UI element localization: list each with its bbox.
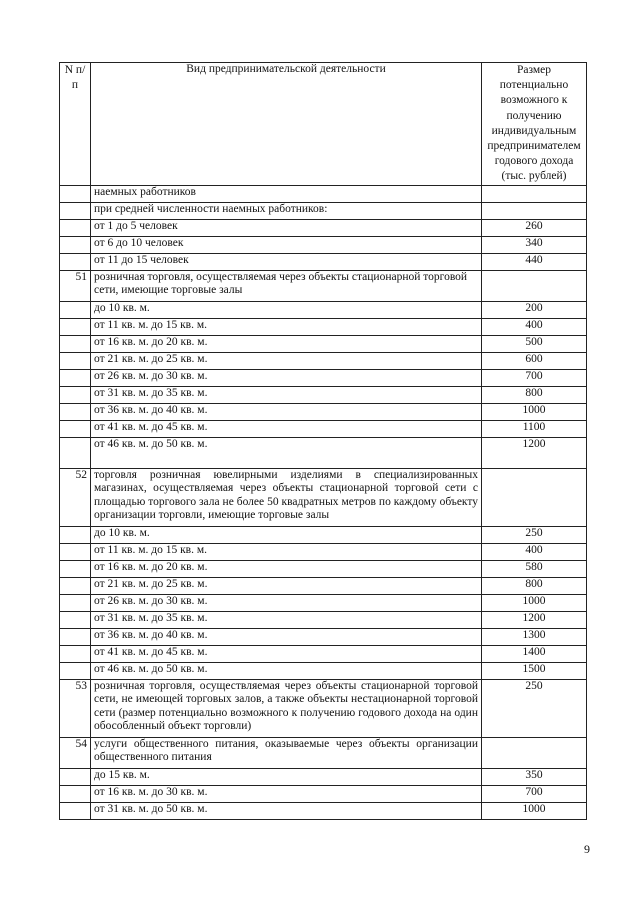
row-number [60,645,91,662]
table-row [60,560,587,577]
row-income-value: 600 [482,352,587,369]
row-activity-description: от 26 кв. м. до 30 кв. м. [91,369,482,386]
row-income-value: 700 [482,369,587,386]
table-row [60,236,587,253]
row-number [60,185,91,202]
row-number [60,768,91,785]
row-number [60,543,91,560]
row-income-value: 1500 [482,662,587,679]
row-activity-description: от 6 до 10 человек [91,236,482,253]
row-number [60,628,91,645]
table-row [60,662,587,679]
row-activity-description: от 41 кв. м. до 45 кв. м. [91,420,482,437]
row-income-value: 700 [482,785,587,802]
row-income-value: 400 [482,543,587,560]
row-activity-description: от 31 кв. м. до 35 кв. м. [91,611,482,628]
row-number [60,594,91,611]
row-activity-description: от 11 до 15 человек [91,253,482,270]
row-activity-description: до 10 кв. м. [91,526,482,543]
row-number [60,386,91,403]
page-number: 9 [584,842,590,856]
row-activity-description: от 36 кв. м. до 40 кв. м. [91,403,482,420]
table-row [60,526,587,543]
row-income-value: 250 [482,526,587,543]
row-number: 53 [60,679,91,737]
row-income-value: 1300 [482,628,587,645]
row-activity-description: услуги общественного питания, оказываемые через объекты организации общественного питания [91,737,482,768]
row-income-value: 200 [482,301,587,318]
row-income-value: 580 [482,560,587,577]
row-activity-description: от 36 кв. м. до 40 кв. м. [91,628,482,645]
row-activity-description: от 46 кв. м. до 50 кв. м. [91,437,482,468]
row-income-value: 800 [482,386,587,403]
row-number [60,560,91,577]
row-activity-description: до 15 кв. м. [91,768,482,785]
table-row [60,628,587,645]
row-number [60,335,91,352]
row-activity-description: от 26 кв. м. до 30 кв. м. [91,594,482,611]
header-income-amount: Размер потенциально возможного к получению индивидуальным предпринимателем годового дохода (тыс. рублей) [482,63,587,186]
row-activity-description: торговля розничная ювелирными изделиями в специализированных магазинах, осуществляемая через объекты стационарной торговой сети с площадью торгового зала не более 50 квадратных метров по каждому объекту организации торговли, имеющие торговые залы [91,468,482,526]
row-number [60,785,91,802]
table-body [60,185,587,819]
row-number [60,802,91,819]
table-row [60,785,587,802]
row-number [60,369,91,386]
row-income-value: 1000 [482,403,587,420]
row-activity-description: наемных работников [91,185,482,202]
row-number [60,352,91,369]
row-income-value: 1100 [482,420,587,437]
row-income-value [482,468,587,526]
table-row [60,403,587,420]
table-row [60,369,587,386]
row-income-value [482,202,587,219]
row-number [60,236,91,253]
table-row [60,386,587,403]
row-activity-description: от 31 кв. м. до 35 кв. м. [91,386,482,403]
row-income-value [482,185,587,202]
row-activity-description: от 46 кв. м. до 50 кв. м. [91,662,482,679]
row-activity-description: от 11 кв. м. до 15 кв. м. [91,543,482,560]
row-income-value: 1000 [482,594,587,611]
table-row [60,437,587,468]
row-income-value: 1400 [482,645,587,662]
row-income-value [482,737,587,768]
row-activity-description: от 11 кв. м. до 15 кв. м. [91,318,482,335]
row-number [60,318,91,335]
row-number [60,219,91,236]
table-row [60,420,587,437]
row-income-value: 340 [482,236,587,253]
row-number [60,437,91,468]
table-row [60,301,587,318]
header-number: N п/п [60,63,91,186]
row-income-value: 250 [482,679,587,737]
row-income-value: 1000 [482,802,587,819]
table-row [60,270,587,301]
table-row [60,219,587,236]
row-income-value: 800 [482,577,587,594]
row-number [60,526,91,543]
row-number [60,577,91,594]
table-row [60,594,587,611]
row-activity-description: от 16 кв. м. до 30 кв. м. [91,785,482,802]
table-row [60,352,587,369]
table-row [60,645,587,662]
table-row [60,802,587,819]
table-row [60,611,587,628]
table-row [60,335,587,352]
table-row [60,185,587,202]
row-activity-description: от 16 кв. м. до 20 кв. м. [91,560,482,577]
row-activity-description: при средней численности наемных работников: [91,202,482,219]
table-header-row [60,63,587,186]
row-number: 54 [60,737,91,768]
row-income-value: 440 [482,253,587,270]
row-number [60,662,91,679]
row-activity-description: до 10 кв. м. [91,301,482,318]
row-income-value: 1200 [482,611,587,628]
row-number [60,611,91,628]
row-activity-description: от 21 кв. м. до 25 кв. м. [91,352,482,369]
row-number [60,403,91,420]
row-number [60,301,91,318]
row-activity-description: от 21 кв. м. до 25 кв. м. [91,577,482,594]
table-row [60,679,587,737]
row-income-value: 260 [482,219,587,236]
table-row [60,577,587,594]
row-activity-description: розничная торговля, осуществляемая через объекты стационарной торговой сети, не имеющей торговых залов, а также объекты нестационарной торговой сети (размер потенциально возможного к получению годового дохода на один обособленный объект торговли) [91,679,482,737]
row-income-value: 350 [482,768,587,785]
row-number [60,253,91,270]
row-activity-description: розничная торговля, осуществляемая через объекты стационарной торговой сети, имеющие торговые залы [91,270,482,301]
row-activity-description: от 16 кв. м. до 20 кв. м. [91,335,482,352]
table-row [60,468,587,526]
table-row [60,253,587,270]
row-income-value: 400 [482,318,587,335]
table-row [60,543,587,560]
row-activity-description: от 31 кв. м. до 50 кв. м. [91,802,482,819]
table-row [60,202,587,219]
header-activity-type: Вид предпринимательской деятельности [91,63,482,186]
row-income-value [482,270,587,301]
row-number: 51 [60,270,91,301]
table-row [60,768,587,785]
row-number [60,202,91,219]
income-table [59,62,587,820]
row-activity-description: от 41 кв. м. до 45 кв. м. [91,645,482,662]
row-activity-description: от 1 до 5 человек [91,219,482,236]
table-row [60,318,587,335]
row-number: 52 [60,468,91,526]
row-income-value: 1200 [482,437,587,468]
row-number [60,420,91,437]
row-income-value: 500 [482,335,587,352]
table-row [60,737,587,768]
